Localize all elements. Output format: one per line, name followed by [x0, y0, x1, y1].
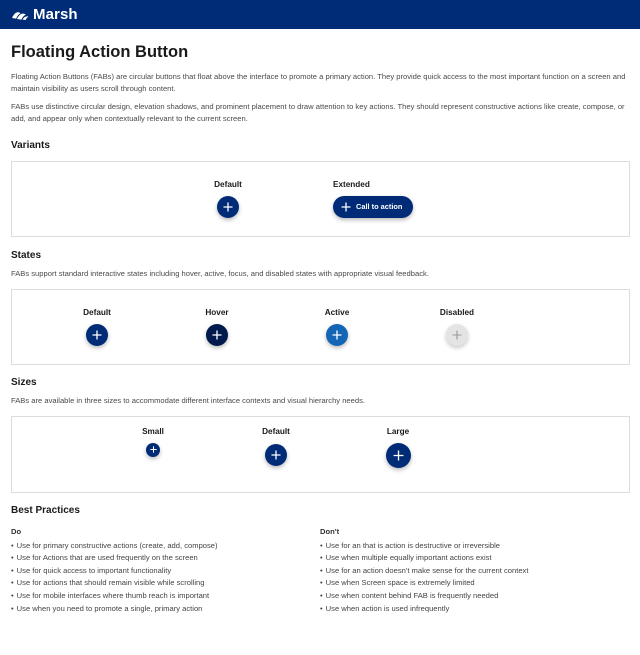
best-practices-heading: Best Practices [11, 504, 80, 516]
brand-name: Marsh [33, 6, 78, 23]
do-list [11, 540, 320, 616]
states-description: FABs support standard interactive states including hover, active, focus, and disabled states with appropriate visual feedback. [11, 268, 429, 278]
plus-icon [452, 330, 462, 340]
fab-small-button[interactable] [146, 443, 160, 457]
state-hover [192, 308, 242, 346]
plus-icon [223, 202, 233, 212]
variant-default [203, 180, 253, 218]
state-label: Hover [205, 307, 229, 317]
fab-default-button[interactable] [217, 196, 239, 218]
fab-state-disabled-button [446, 324, 468, 346]
dont-item: • Use for an action doesn't make sense for the current context [320, 565, 629, 578]
state-disabled [432, 308, 482, 346]
fab-extended-button[interactable] [333, 196, 413, 218]
states-heading: States [11, 249, 42, 261]
state-label: Active [324, 307, 350, 317]
size-label: Large [386, 426, 410, 436]
brand-logo[interactable] [11, 6, 78, 23]
dont-list [320, 540, 629, 616]
best-practices [11, 527, 629, 616]
size-label: Small [142, 426, 164, 436]
do-item: • Use for Actions that are used frequently on the screen [11, 552, 320, 565]
do-column [11, 527, 320, 616]
size-small [128, 427, 178, 457]
plus-icon [150, 446, 157, 453]
dont-column [320, 527, 629, 616]
top-bar [0, 0, 640, 29]
fab-extended-label: Call to action [356, 202, 403, 212]
do-item: • Use for primary constructive actions (create, add, compose) [11, 540, 320, 553]
dont-item: • Use when content behind FAB is frequently needed [320, 590, 629, 603]
state-default [72, 308, 122, 346]
state-active [312, 308, 362, 346]
state-label: Disabled [439, 307, 475, 317]
page-title: Floating Action Button [11, 43, 189, 61]
sizes-heading: Sizes [11, 376, 37, 388]
variant-label: Extended [333, 179, 370, 189]
sizes-description: FABs are available in three sizes to accommodate different interface contexts and visual hierarchy needs. [11, 395, 366, 405]
variant-extended [333, 180, 413, 218]
states-panel [11, 289, 630, 365]
intro-paragraph: Floating Action Buttons (FABs) are circular buttons that float above the interface to promote a primary action. They provide quick access to the most important function on a screen and maintain visibility as users scroll through content. [11, 72, 626, 94]
marsh-logo-icon [11, 9, 29, 21]
fab-state-active-button[interactable] [326, 324, 348, 346]
main-content [0, 43, 640, 615]
fab-state-default-button[interactable] [86, 324, 108, 346]
size-large [373, 427, 423, 468]
variant-label: Default [214, 179, 242, 189]
variants-panel [11, 161, 630, 237]
do-item: • Use when you need to promote a single, primary action [11, 603, 320, 616]
variants-heading: Variants [11, 139, 50, 151]
do-item: • Use for quick access to important functionality [11, 565, 320, 578]
size-default [251, 427, 301, 466]
fab-large-button[interactable] [386, 443, 411, 468]
do-item: • Use for mobile interfaces where thumb reach is important [11, 590, 320, 603]
dont-item: • Use for an that is action is destructive or irreversible [320, 540, 629, 553]
dont-item: • Use when multiple equally important actions exist [320, 552, 629, 565]
plus-icon [212, 330, 222, 340]
state-label: Default [83, 307, 111, 317]
plus-icon [341, 202, 351, 212]
fab-default-size-button[interactable] [265, 444, 287, 466]
intro-paragraph: FABs use distinctive circular design, elevation shadows, and prominent placement to draw attention to key actions. They should represent constructive actions like create, compose, or add, and appear only when contextually relevant to the current screen. [11, 101, 625, 124]
do-heading: Do [11, 526, 22, 536]
plus-icon [271, 450, 281, 460]
do-item: • Use for actions that should remain visible while scrolling [11, 577, 320, 590]
plus-icon [92, 330, 102, 340]
dont-item: • Use when action is used infrequently [320, 603, 629, 616]
plus-icon [393, 450, 404, 461]
fab-state-hover-button[interactable] [206, 324, 228, 346]
dont-item: • Use when Screen space is extremely limited [320, 577, 629, 590]
sizes-panel [11, 416, 630, 493]
plus-icon [332, 330, 342, 340]
dont-heading: Don't [320, 526, 340, 536]
size-label: Default [262, 426, 290, 436]
